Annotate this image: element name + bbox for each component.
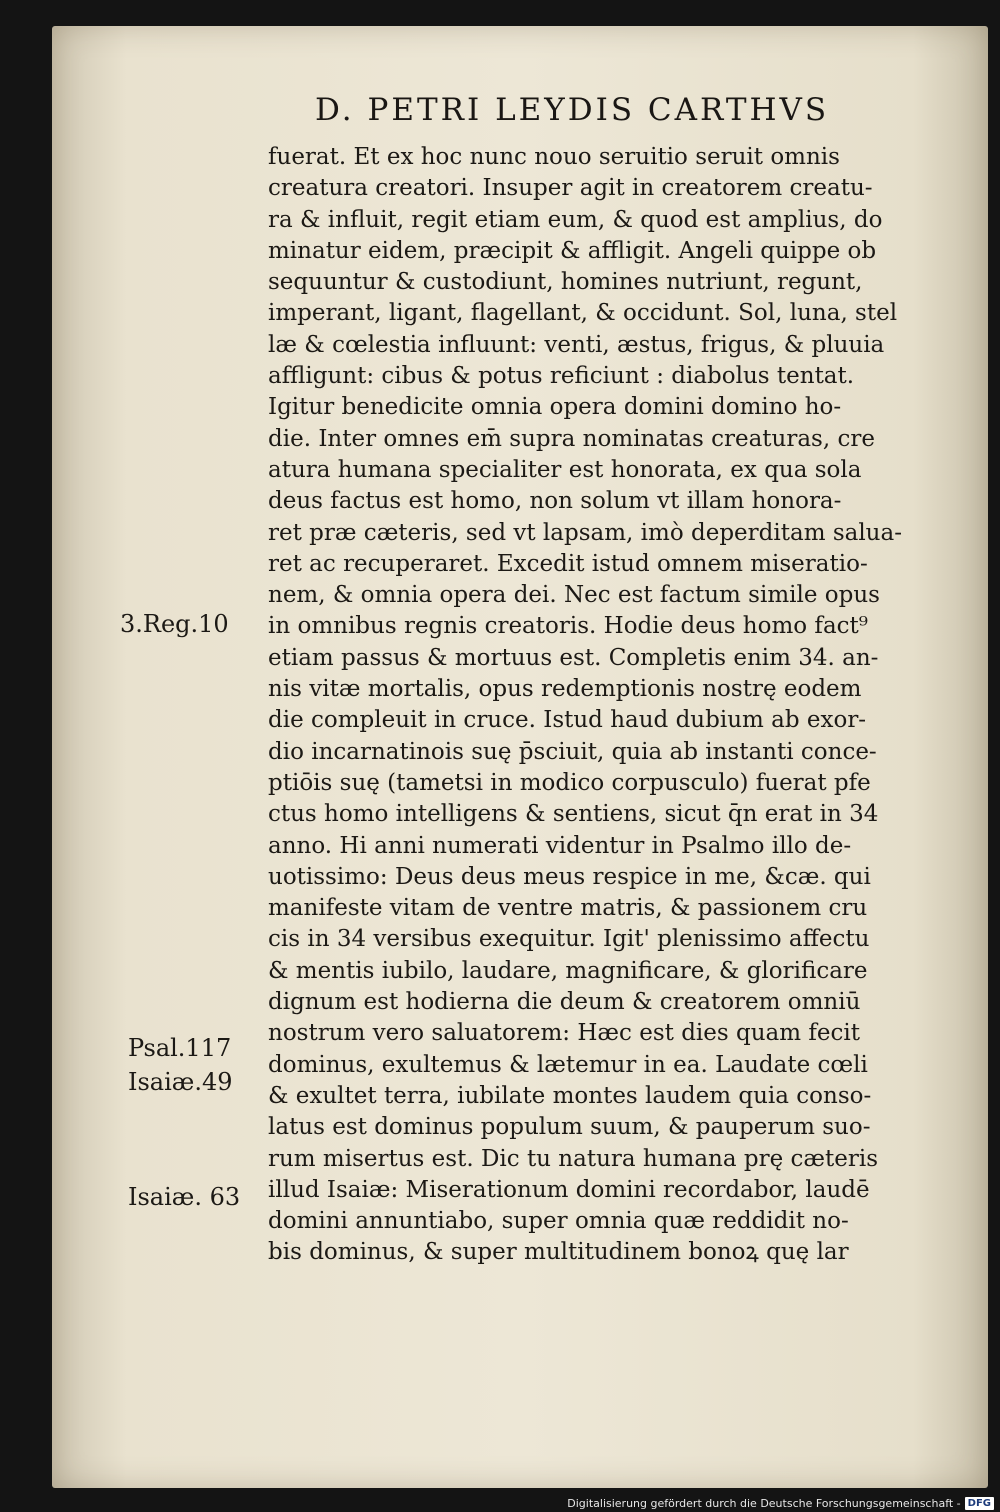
text-line: in omnibus regnis creatoris. Hodie deus homo fact⁹ [268, 613, 868, 640]
text-line: ra & influit, regit etiam eum, & quod est amplius, do [268, 206, 883, 233]
text-line: dominus, exultemus & lætemur in ea. Laudate cœli [268, 1051, 868, 1078]
text-line: die. Inter omnes em̄ supra nominatas creaturas, cre [268, 425, 875, 452]
text-line: dio incarnatinois suę p̄sciuit, quia ab instanti conce- [268, 738, 877, 765]
margin-note-reg: 3.Reg.10 [120, 610, 229, 638]
text-line: & mentis iubilo, laudare, magnificare, & glorificare [268, 957, 868, 984]
body-text [268, 142, 936, 1269]
text-line: nis vitæ mortalis, opus redemptionis nostrę eodem [268, 676, 862, 703]
text-line: uotissimo: Deus deus meus respice in me, &cæ. qui [268, 863, 871, 890]
text-line: etiam passus & mortuus est. Completis enim 34. an- [268, 644, 879, 671]
text-line: manifeste vitam de ventre matris, & passionem cru [268, 895, 868, 922]
text-line: & exultet terra, iubilate montes laudem quia conso- [268, 1082, 872, 1109]
text-line: ctus homo intelligens & sentiens, sicut q̄n erat in 34 [268, 801, 879, 828]
text-line: atura humana specialiter est honorata, ex qua sola [268, 456, 862, 483]
text-line: deus factus est homo, non solum vt illam honora- [268, 488, 842, 515]
text-line: ret ac recuperaret. Excedit istud omnem miseratio- [268, 550, 868, 577]
text-line: Igitur benedicite omnia opera domini domino ho- [268, 394, 842, 421]
text-line: nem, & omnia opera dei. Nec est factum simile opus [268, 582, 880, 609]
text-line: die compleuit in cruce. Istud haud dubium ab exor- [268, 707, 867, 734]
text-line: bis dominus, & super multitudinem bonoꝝ quę lar [268, 1239, 849, 1266]
footer-text: Digitalisierung gefördert durch die Deutsche Forschungsgemeinschaft - [567, 1497, 961, 1510]
text-line: dignum est hodierna die deum & creatorem omniū [268, 989, 861, 1016]
margin-note-isaiae-63: Isaiæ. 63 [128, 1183, 241, 1211]
text-line: ptiōis suę (tametsi in modico corpusculo) fuerat pfe [268, 769, 871, 796]
text-line: illud Isaiæ: Miserationum domini recordabor, laudē [268, 1176, 870, 1203]
dfg-logo: DFG [965, 1497, 994, 1510]
text-line: affligunt: cibus & potus reficiunt : diabolus tentat. [268, 363, 855, 390]
text-line: læ & cœlestia influunt: venti, æstus, frigus, & pluuia [268, 331, 885, 358]
text-line: sequuntur & custodiunt, homines nutriunt, regunt, [268, 269, 863, 296]
digitization-footer [567, 1497, 994, 1510]
text-line: latus est dominus populum suum, & pauperum suo- [268, 1114, 871, 1141]
margin-note-isaiae-49: Isaiæ.49 [128, 1068, 233, 1096]
text-line: imperant, ligant, flagellant, & occidunt. Sol, luna, stel [268, 300, 898, 327]
margin-note-psal: Psal.117 [128, 1034, 232, 1062]
text-line: creatura creatori. Insuper agit in creatorem creatu- [268, 175, 873, 202]
text-line: nostrum vero saluatorem: Hæc est dies quam fecit [268, 1020, 860, 1047]
text-line: domini annuntiabo, super omnia quæ reddidit no- [268, 1208, 849, 1235]
text-line: rum misertus est. Dic tu natura humana prę cæteris [268, 1145, 879, 1172]
text-line: anno. Hi anni numerati videntur in Psalmo illo de- [268, 832, 852, 859]
text-line: fuerat. Et ex hoc nunc nouo seruitio seruit omnis [268, 144, 840, 170]
running-head: D. PETRI LEYDIS CARTHVS [315, 92, 830, 128]
text-line: cis in 34 versibus exequitur. Igit' plenissimo affectu [268, 926, 870, 953]
text-line: ret præ cæteris, sed vt lapsam, imò deperditam salua- [268, 519, 902, 546]
text-line: minatur eidem, præcipit & affligit. Angeli quippe ob [268, 237, 877, 264]
